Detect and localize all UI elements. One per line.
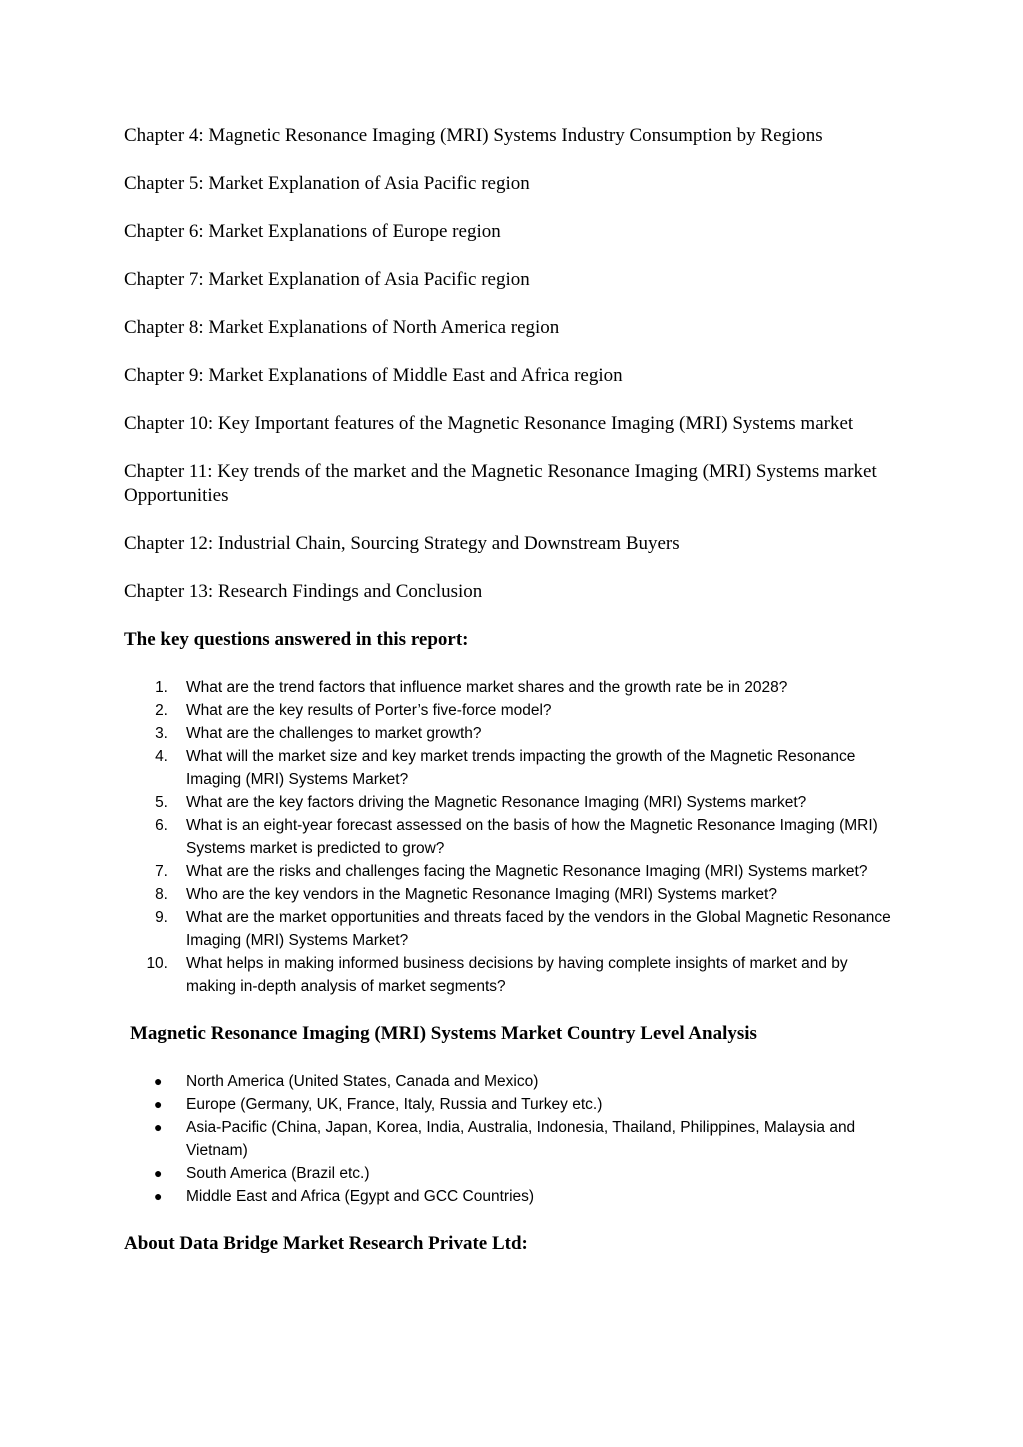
list-number: 2. — [155, 702, 168, 719]
region-text: South America (Brazil etc.) — [186, 1165, 370, 1182]
list-item — [124, 722, 899, 745]
list-item — [124, 952, 899, 998]
list-item — [124, 860, 899, 883]
list-item — [124, 814, 899, 860]
list-item — [124, 1185, 899, 1208]
list-number: 3. — [155, 725, 168, 742]
region-text: North America (United States, Canada and Mexico) — [186, 1073, 539, 1090]
list-number: 5. — [155, 794, 168, 811]
list-item — [124, 1070, 899, 1093]
bullet-icon: ● — [154, 1096, 163, 1112]
region-text: Europe (Germany, UK, France, Italy, Russia and Turkey etc.) — [186, 1096, 603, 1113]
list-item — [124, 699, 899, 722]
question-text: What are the key results of Porter’s five-force model? — [186, 702, 552, 719]
document-page — [124, 124, 899, 1256]
question-text: What are the challenges to market growth? — [186, 725, 482, 742]
list-item — [124, 1116, 899, 1162]
bullet-icon: ● — [154, 1119, 163, 1135]
list-number: 8. — [155, 886, 168, 903]
bullet-icon: ● — [154, 1188, 163, 1204]
chapter-13: Chapter 13: Research Findings and Conclusion — [124, 581, 483, 602]
chapter-9: Chapter 9: Market Explanations of Middle East and Africa region — [124, 365, 623, 386]
chapter-10: Chapter 10: Key Important features of the Magnetic Resonance Imaging (MRI) Systems market — [124, 413, 854, 434]
list-item — [124, 745, 899, 791]
list-number: 1. — [155, 679, 168, 696]
list-item — [124, 906, 899, 952]
list-item — [124, 676, 899, 699]
bullet-icon: ● — [154, 1073, 163, 1089]
region-text: Asia-Pacific (China, Japan, Korea, India, Australia, Indonesia, Thailand, Philippines, Malaysia and Vietnam) — [186, 1119, 856, 1159]
list-number: 6. — [155, 817, 168, 834]
chapter-6: Chapter 6: Market Explanations of Europe region — [124, 221, 501, 242]
list-number: 7. — [155, 863, 168, 880]
chapter-4: Chapter 4: Magnetic Resonance Imaging (MRI) Systems Industry Consumption by Regions — [124, 125, 823, 146]
region-text: Middle East and Africa (Egypt and GCC Countries) — [186, 1188, 535, 1205]
list-number: 10. — [146, 955, 168, 972]
question-text: What are the key factors driving the Magnetic Resonance Imaging (MRI) Systems market? — [186, 794, 807, 811]
questions-heading: The key questions answered in this report: — [124, 629, 469, 650]
chapter-8: Chapter 8: Market Explanations of North America region — [124, 317, 560, 338]
regions-list — [124, 1070, 899, 1208]
question-text: What are the market opportunities and threats faced by the vendors in the Global Magnetic Resonance Imaging (MRI) Systems Market? — [186, 909, 891, 949]
question-text: What is an eight-year forecast assessed on the basis of how the Magnetic Resonance Imaging (MRI) Systems market is predicted to grow? — [186, 817, 878, 857]
list-item — [124, 1162, 899, 1185]
questions-list — [124, 676, 899, 998]
list-item — [124, 883, 899, 906]
bullet-icon: ● — [154, 1165, 163, 1181]
question-text: What are the trend factors that influence market shares and the growth rate be in 2028? — [186, 679, 788, 696]
list-number: 9. — [155, 909, 168, 926]
about-heading: About Data Bridge Market Research Private Ltd: — [124, 1233, 528, 1254]
chapter-7: Chapter 7: Market Explanation of Asia Pacific region — [124, 269, 530, 290]
country-analysis-heading: Magnetic Resonance Imaging (MRI) Systems Market Country Level Analysis — [130, 1023, 757, 1044]
chapter-12: Chapter 12: Industrial Chain, Sourcing Strategy and Downstream Buyers — [124, 533, 680, 554]
list-item — [124, 1093, 899, 1116]
question-text: Who are the key vendors in the Magnetic Resonance Imaging (MRI) Systems market? — [186, 886, 777, 903]
list-number: 4. — [155, 748, 168, 765]
list-item — [124, 791, 899, 814]
chapter-5: Chapter 5: Market Explanation of Asia Pacific region — [124, 173, 530, 194]
chapter-list — [124, 124, 899, 604]
question-text: What are the risks and challenges facing the Magnetic Resonance Imaging (MRI) Systems market? — [186, 863, 868, 880]
question-text: What will the market size and key market trends impacting the growth of the Magnetic Resonance Imaging (MRI) Systems Market? — [186, 748, 856, 788]
chapter-11: Chapter 11: Key trends of the market and the Magnetic Resonance Imaging (MRI) Systems market Opportunities — [124, 461, 877, 506]
question-text: What helps in making informed business decisions by having complete insights of market and by making in-depth analysis of market segments? — [186, 955, 848, 995]
